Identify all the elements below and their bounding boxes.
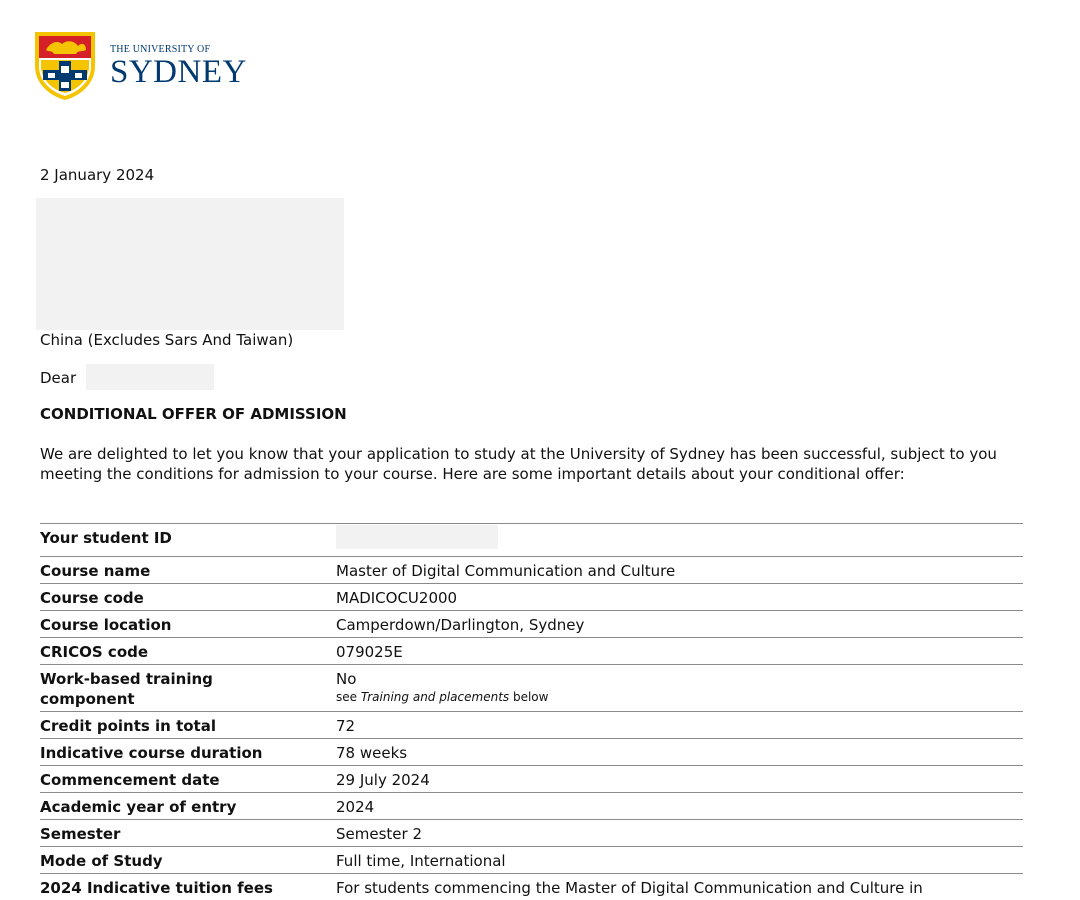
row-label: Your student ID: [40, 529, 172, 547]
logo-line-small: THE UNIVERSITY OF: [110, 44, 211, 55]
row-value: 78 weeks: [336, 744, 408, 762]
table-row: [40, 766, 1023, 793]
row-label: Indicative course duration: [40, 744, 263, 762]
row-label: Course code: [40, 589, 144, 607]
table-row: [40, 524, 1023, 557]
row-value: Master of Digital Communication and Culture: [336, 562, 676, 580]
recipient-country: China (Excludes Sars And Taiwan): [40, 331, 294, 349]
logo-line-big: SYDNEY: [110, 54, 247, 90]
row-value: Full time, International: [336, 852, 506, 870]
row-label: Academic year of entry: [40, 798, 237, 816]
row-label: 2024 Indicative tuition fees: [40, 879, 273, 897]
redacted-name: [86, 364, 214, 390]
row-value-text: No: [336, 670, 357, 688]
row-label: Course location: [40, 616, 172, 634]
row-value: 29 July 2024: [336, 771, 430, 789]
row-label: Mode of Study: [40, 852, 163, 870]
redacted-student-id: [336, 525, 498, 549]
row-label: CRICOS code: [40, 643, 149, 661]
table-row: [40, 665, 1023, 712]
redacted-address-block: [36, 198, 344, 330]
row-label: Course name: [40, 562, 151, 580]
table-row: [40, 638, 1023, 665]
row-value: 079025E: [336, 643, 403, 661]
row-label: Semester: [40, 825, 121, 843]
letter-date: 2 January 2024: [40, 166, 155, 184]
note-prefix: see: [336, 690, 361, 704]
row-value: [336, 524, 1023, 556]
intro-paragraph: We are delighted to let you know that your application to study at the University of Sydney has been successful, subject to you meeting the conditions for admission to your course. Here are some important details about your conditional offer:: [40, 445, 997, 483]
row-label: Credit points in total: [40, 717, 216, 735]
table-row: [40, 712, 1023, 739]
row-value: MADICOCU2000: [336, 589, 458, 607]
row-note: [336, 689, 1023, 705]
table-row: [40, 584, 1023, 611]
table-row: [40, 874, 1023, 900]
university-logo: [32, 30, 247, 102]
row-value: 72: [336, 717, 356, 735]
row-value: For students commencing the Master of Digital Communication and Culture in: [336, 879, 923, 897]
row-value: 2024: [336, 798, 375, 816]
row-value: Semester 2: [336, 825, 422, 843]
table-row: [40, 820, 1023, 847]
offer-heading: CONDITIONAL OFFER OF ADMISSION: [40, 405, 347, 423]
table-row: [40, 739, 1023, 766]
row-label: Commencement date: [40, 771, 220, 789]
salutation: [40, 369, 76, 387]
note-suffix: below: [509, 690, 549, 704]
row-value: [336, 665, 1023, 707]
offer-details-table: [40, 523, 1023, 900]
row-value: Camperdown/Darlington, Sydney: [336, 616, 585, 634]
table-row: [40, 611, 1023, 638]
crest-icon: [32, 30, 98, 102]
row-label: Work-based training component: [40, 670, 213, 708]
salutation-text: Dear: [40, 369, 77, 387]
table-row: [40, 847, 1023, 874]
table-row: [40, 793, 1023, 820]
table-row: [40, 557, 1023, 584]
note-emphasis: Training and placements: [360, 690, 510, 704]
